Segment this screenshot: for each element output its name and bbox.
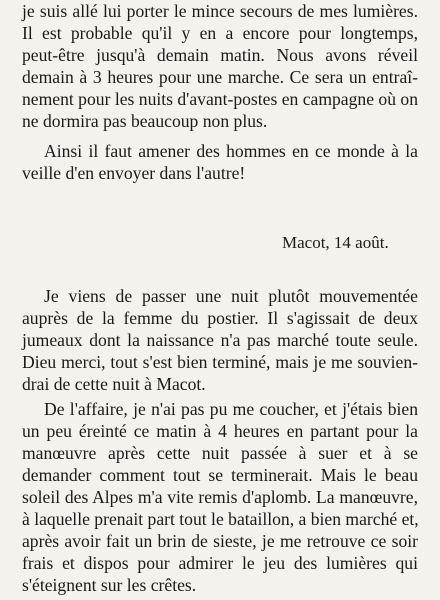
text-line: après avoir fait un brin de sieste, je me retrouve ce soir xyxy=(22,531,418,551)
text-line: Je viens de passer une nuit plutôt mouvementée xyxy=(44,286,418,306)
text-line: auprès de la femme du postier. Il s'agissait de deux xyxy=(22,308,418,328)
text-line: Dieu merci, tout s'est bien terminé, mais je me souvien- xyxy=(22,352,418,372)
text-line: jumeaux dont la naissance n'a pas marché toute seule. xyxy=(22,330,418,350)
text-line: je suis allé lui porter le mince secours de mes lumières. xyxy=(22,1,418,21)
text-line: veille d'en envoyer dans l'autre! xyxy=(22,163,246,183)
text-line: Ainsi il faut amener des hommes en ce monde à la xyxy=(44,141,418,161)
text-line: drai de cette nuit à Macot. xyxy=(22,374,206,394)
text-line: frais et dispos pour admirer le jeu des lumières qui xyxy=(22,553,418,573)
text-line: manœuvre après cette nuit passée à suer et à se xyxy=(22,443,418,463)
text-line: peut-être jusqu'à demain matin. Nous avons réveil xyxy=(22,45,418,65)
text-line: s'éteignent sur les crêtes. xyxy=(22,575,197,595)
text-line: à laquelle prenait part tout le bataillon, a bien marché et, xyxy=(22,509,419,529)
text-line: Il est probable qu'il y en a encore pour longtemps, xyxy=(22,23,418,43)
text-line: soleil des Alpes m'a vite remis d'aplomb. La manœuvre, xyxy=(22,487,418,507)
text-line: demander comment tout se terminerait. Mais le beau xyxy=(22,465,418,485)
text-line: demain à 3 heures pour une marche. Ce sera un entraî- xyxy=(22,67,418,87)
dateline: Macot, 14 août. xyxy=(282,233,389,252)
text-line: De l'affaire, je n'ai pas pu me coucher, et j'étais bien xyxy=(44,399,418,419)
text-line: un peu éreinté ce matin à 4 heures en partant pour la xyxy=(22,421,418,441)
text-line: nement pour les nuits d'avant-postes en campagne où on xyxy=(22,89,418,109)
text-line: ne dormira pas beaucoup non plus. xyxy=(22,111,268,131)
